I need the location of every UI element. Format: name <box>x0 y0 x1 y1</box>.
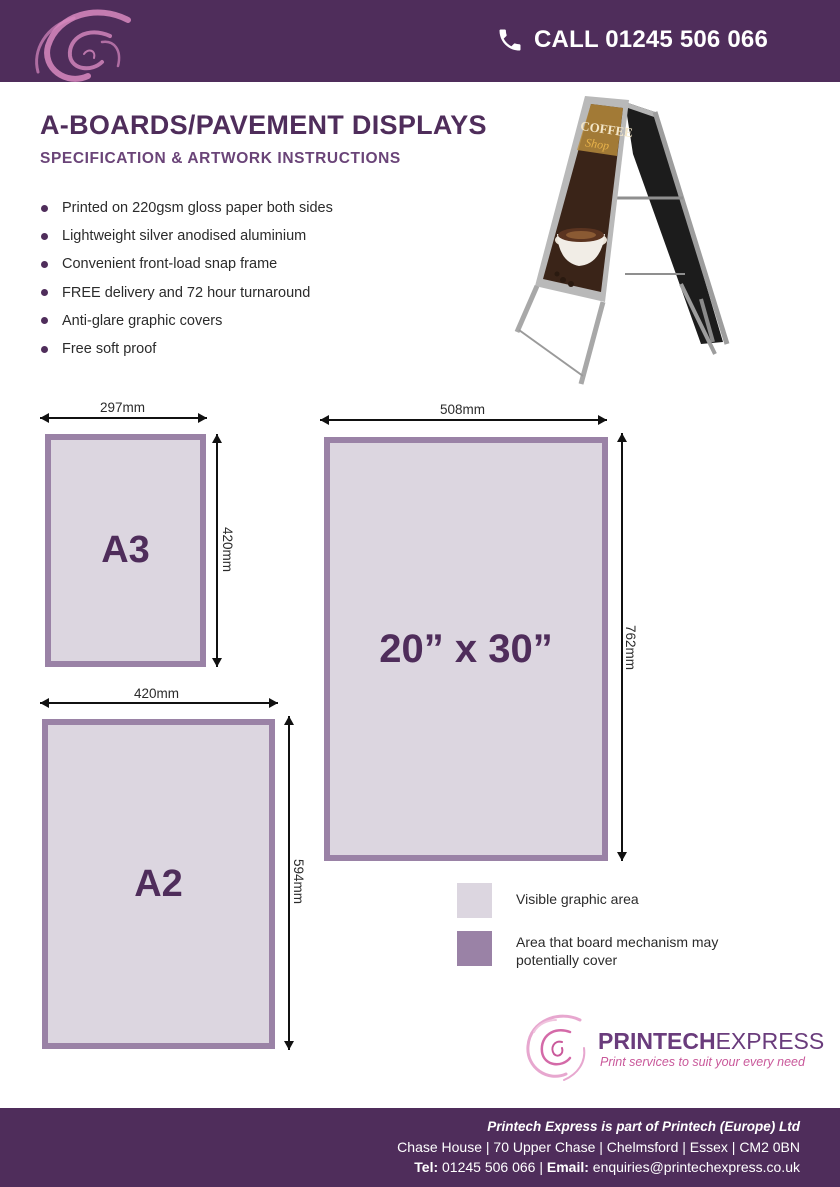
feature-item: Free soft proof <box>40 335 333 363</box>
legend-covered-swatch <box>457 931 492 966</box>
poster-text-shop: Shop <box>584 135 611 153</box>
a2-board <box>42 719 275 1049</box>
bullet-icon <box>41 317 48 324</box>
footer-email[interactable]: enquiries@printechexpress.co.uk <box>592 1159 800 1175</box>
a2-height-label: 594mm <box>291 858 307 905</box>
feature-item: FREE delivery and 72 hour turnaround <box>40 279 333 307</box>
footer-company: Printech Express is part of Printech (Europe) Ltd <box>487 1119 800 1134</box>
a3-board <box>45 434 206 667</box>
feature-item: Lightweight silver anodised aluminium <box>40 222 333 250</box>
large-label: 20” x 30” <box>379 626 553 671</box>
page-title: A-BOARDS/PAVEMENT DISPLAYS <box>40 110 487 140</box>
legend-visible-swatch <box>457 883 492 918</box>
large-width-label: 508mm <box>440 402 486 417</box>
bullet-icon <box>41 346 48 353</box>
legend-covered-label: Area that board mechanism may potentially cover <box>516 934 719 968</box>
bullet-icon <box>41 233 48 240</box>
bullet-icon <box>41 205 48 212</box>
a-board-product-image <box>505 94 735 389</box>
page-subtitle: SPECIFICATION & ARTWORK INSTRUCTIONS <box>40 150 401 167</box>
a2-width-label: 420mm <box>134 686 180 701</box>
large-board <box>324 437 608 861</box>
footer-tel[interactable]: 01245 506 066 <box>442 1159 536 1175</box>
large-height-label: 762mm <box>623 624 639 671</box>
a3-height-label: 420mm <box>220 526 236 573</box>
legend-visible-label: Visible graphic area <box>516 891 639 907</box>
call-label: CALL 01245 506 066 <box>534 26 768 53</box>
a2-label: A2 <box>134 862 183 905</box>
poster-text-coffee: COFFEE <box>579 118 634 141</box>
footer-contact: Tel: 01245 506 066 | Email: enquiries@printechexpress.co.uk <box>414 1159 800 1175</box>
bullet-icon <box>41 261 48 268</box>
footer-address: Chase House | 70 Upper Chase | Chelmsford | Essex | CM2 0BN <box>397 1139 800 1155</box>
call-link[interactable] <box>496 26 768 54</box>
swirl-logo-icon <box>18 6 138 82</box>
feature-list <box>40 194 333 363</box>
printech-express-logo <box>520 1012 825 1087</box>
feature-item: Printed on 220gsm gloss paper both sides <box>40 194 333 222</box>
brand-swirl-icon <box>520 1012 590 1084</box>
a3-width-label: 297mm <box>100 400 146 415</box>
a3-label: A3 <box>101 529 150 571</box>
feature-item: Convenient front-load snap frame <box>40 250 333 278</box>
brand-name: PRINTECHEXPRESS <box>598 1028 825 1054</box>
brand-tagline: Print services to suit your every need <box>600 1055 805 1069</box>
feature-item: Anti-glare graphic covers <box>40 307 333 335</box>
header-bar <box>0 0 840 82</box>
phone-icon <box>496 26 524 54</box>
footer-bar <box>0 1108 840 1187</box>
bullet-icon <box>41 289 48 296</box>
